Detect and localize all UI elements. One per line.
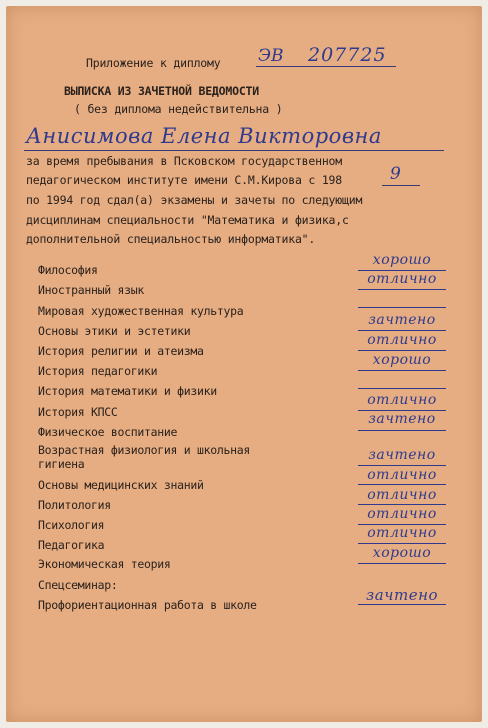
grade-underline — [358, 430, 446, 431]
subject-grade: отлично — [367, 392, 437, 408]
subject-name: Мировая художественная культура — [38, 304, 244, 318]
grade-underline — [358, 484, 446, 485]
body-line-4: дисциплинам специальности "Математика и физика,с — [26, 213, 349, 227]
student-name: Анисимова Елена Викторовна — [26, 124, 382, 148]
grade-underline — [358, 370, 446, 371]
subject-grade: отлично — [367, 332, 437, 348]
subject-name: Политология — [38, 498, 111, 512]
subject-grade: отлично — [367, 271, 437, 287]
subject-grade: хорошо — [372, 352, 432, 368]
subject-name: Экономическая теория — [38, 557, 171, 571]
subject-name: История КПСС — [38, 405, 118, 419]
diploma-series: ЭВ — [258, 46, 284, 66]
grade-underline — [358, 604, 446, 605]
subject-grade: отлично — [367, 506, 437, 522]
subject-grade: зачтено — [368, 312, 436, 328]
subject-name: Иностранный язык — [38, 283, 144, 297]
subject-grade: отлично — [367, 525, 437, 541]
body-line-2: педагогическом институте имени С.М.Кирова с 198 — [26, 173, 343, 187]
subject-name: Основы медицинских знаний — [38, 478, 204, 492]
subject-grade: отлично — [367, 467, 437, 483]
year-start-handwritten: 9 — [390, 164, 401, 184]
subject-name: Психология — [38, 518, 105, 532]
subject-name: Основы этики и эстетики — [38, 324, 191, 338]
subject-name-continued: гигиена — [38, 457, 85, 471]
subject-name: Спецсеминар: — [38, 578, 118, 592]
grade-underline — [358, 330, 446, 331]
grade-dash — [358, 307, 446, 308]
subject-grade: хорошо — [372, 545, 432, 561]
subject-grade: зачтено — [368, 447, 436, 463]
subject-name: Физическое воспитание — [38, 425, 178, 439]
document-sheet — [6, 6, 482, 722]
grade-dash — [358, 388, 446, 389]
subject-name: Философия — [38, 263, 98, 277]
subject-name: История педагогики — [38, 364, 158, 378]
document-title: ВЫПИСКА ИЗ ЗАЧЕТНОЙ ВЕДОМОСТИ — [64, 84, 259, 98]
subject-name: История математики и физики — [38, 384, 217, 398]
subject-name: Педагогика — [38, 538, 105, 552]
grade-underline — [358, 543, 446, 544]
grade-underline — [358, 504, 446, 505]
subject-name: История религии и атеизма — [38, 344, 204, 358]
subject-grade: хорошо — [372, 252, 432, 268]
subject-name: Возрастная физиология и школьная — [38, 443, 250, 457]
grade-underline — [358, 350, 446, 351]
body-line-3: по 1994 год сдал(а) экзамены и зачеты по следующим — [26, 193, 363, 207]
body-line-1: за время пребывания в Псковском государственном — [26, 154, 343, 168]
subject-grade: отлично — [367, 487, 437, 503]
grade-underline — [358, 465, 446, 466]
diploma-number: 207725 — [308, 44, 387, 66]
subject-grade: зачтено — [366, 586, 438, 604]
grade-underline — [358, 289, 446, 290]
subject-name: Профориентационная работа в школе — [38, 598, 257, 612]
document-subtitle: ( без диплома недействительна ) — [74, 102, 283, 116]
year-underline — [382, 185, 420, 186]
student-name-underline — [24, 150, 444, 151]
subject-grade: зачтено — [368, 411, 436, 427]
grade-underline — [358, 563, 446, 564]
appendix-label: Приложение к диплому — [86, 56, 221, 70]
body-line-5: дополнительной специальностью информатика". — [26, 232, 316, 246]
diploma-number-underline — [256, 66, 396, 67]
